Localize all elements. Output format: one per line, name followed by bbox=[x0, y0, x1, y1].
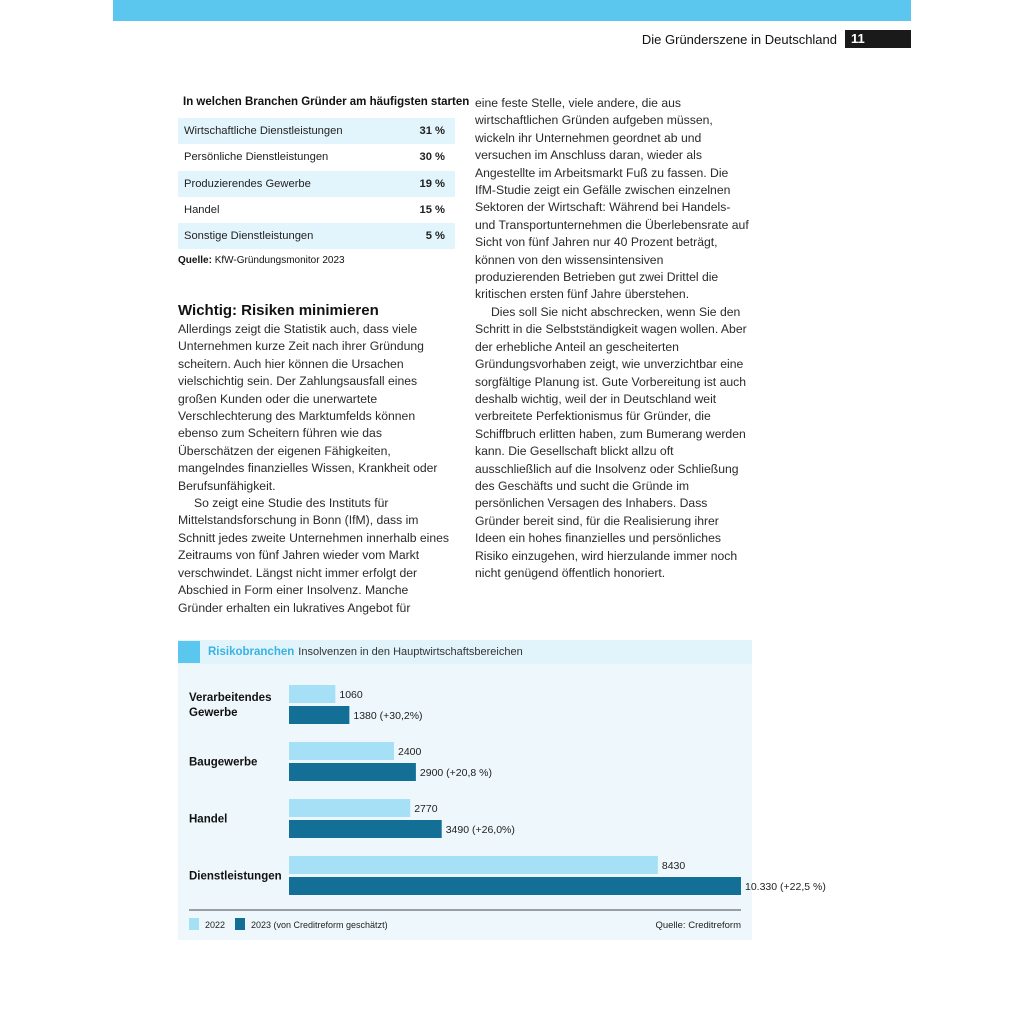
bar bbox=[289, 742, 394, 760]
row-label: Wirtschaftliche Dienstleistungen bbox=[184, 125, 343, 138]
page-number: 11 bbox=[845, 30, 911, 48]
right-text-column bbox=[475, 95, 751, 582]
left-paragraph-1: Allerdings zeigt die Statistik auch, dass viele Unternehmen kurze Zeit nach ihrer Gründung scheitern. Auch hier können die Ursachen vielschichtig sein. Der Zahlungsausfall eines großen Kunden oder die unerwartete Verschlechterung des Marktumfelds können ebenso zum Scheitern führen wie das Überschätzen der eigenen Fähigkeiten, mangelndes finanzielles Wissen, Krankheit oder Berufsunfähigkeit. bbox=[178, 322, 438, 493]
chart-subtitle: Insolvenzen in den Hauptwirtschaftsbereichen bbox=[298, 646, 523, 658]
table-source-text: KfW-Gründungsmonitor 2023 bbox=[214, 255, 345, 266]
chart-title: Risikobranchen bbox=[208, 646, 295, 658]
bar bbox=[289, 820, 442, 838]
chart-plot bbox=[178, 640, 826, 940]
bar-value-label: 10.330 (+22,5 %) bbox=[745, 881, 826, 893]
category-label: Handel bbox=[189, 813, 228, 826]
branchen-table-title: In welchen Branchen Gründer am häufigsten starten bbox=[183, 96, 470, 108]
row-value: 19 % bbox=[419, 177, 445, 190]
category-label: Verarbeitendes bbox=[189, 692, 272, 704]
legend-swatch bbox=[189, 918, 199, 930]
row-value: 31 % bbox=[419, 125, 445, 138]
bar-value-label: 2900 (+20,8 %) bbox=[419, 767, 492, 779]
row-value: 5 % bbox=[425, 230, 445, 243]
table-source-label: Quelle: bbox=[178, 255, 212, 266]
bar bbox=[289, 763, 416, 781]
table-row bbox=[178, 118, 455, 144]
category-label: Gewerbe bbox=[189, 707, 238, 719]
row-value: 30 % bbox=[419, 151, 445, 164]
row-label: Sonstige Dienstleistungen bbox=[184, 230, 314, 243]
bar-value-label: 1060 bbox=[339, 689, 363, 701]
right-paragraph-1: eine feste Stelle, viele andere, die aus wirtschaftlichen Gründen aufgeben müssen, wickeln ihr Unternehmen geordnet ab und versuchen im Anschluss daran, wieder als Angestellte im Arbeitsmarkt Fuß zu fassen. Die IfM-Studie zeigt ein Gefälle zwischen einzelnen Sektoren der Wirtschaft: Während bei Handels- und Transportunternehmen die Überlebensrate auf Sicht von fünf Jahren nur 40 Prozent beträgt, können von den wissensintensiven produzierenden Betrieben gut zwei Drittel die kritischen ersten fünf Jahre überstehen. bbox=[475, 96, 749, 302]
table-source bbox=[178, 255, 345, 266]
bar bbox=[289, 685, 335, 703]
row-label: Produzierendes Gewerbe bbox=[184, 177, 311, 190]
row-label: Persönliche Dienstleistungen bbox=[184, 151, 329, 164]
branchen-table bbox=[178, 118, 455, 249]
legend-label: 2023 (von Creditreform geschätzt) bbox=[251, 920, 388, 930]
bar-value-label: 8430 bbox=[661, 860, 686, 872]
bar bbox=[289, 799, 410, 817]
table-row bbox=[178, 197, 455, 223]
left-paragraph-2: So zeigt eine Studie des Instituts für Mittelstandsforschung in Bonn (IfM), dass im Schnitt jedes zweite Unternehmen innerhalb eines Zeitraums von fünf Jahren wieder vom Markt verschwindet. Längst nicht immer erfolgt der Abschied in Form einer Insolvenz. Manche Gründer erhalten ein lukratives Angebot für bbox=[178, 496, 449, 615]
left-text-column bbox=[178, 321, 453, 617]
bar-value-label: 2770 bbox=[414, 803, 438, 815]
bar bbox=[289, 856, 658, 874]
row-label: Handel bbox=[184, 204, 220, 217]
bar-value-label: 3490 (+26,0%) bbox=[445, 824, 515, 836]
table-row bbox=[178, 171, 455, 197]
table-row bbox=[178, 144, 455, 170]
bar-value-label: 2400 bbox=[398, 746, 422, 758]
running-header bbox=[642, 30, 911, 48]
row-value: 15 % bbox=[419, 204, 445, 217]
bar bbox=[289, 706, 349, 724]
legend-swatch bbox=[235, 918, 245, 930]
category-label: Baugewerbe bbox=[189, 756, 258, 769]
right-paragraph-2: Dies soll Sie nicht abschrecken, wenn Sie den Schritt in die Selbstständigkeit wagen wollen. Aber der erhebliche Anteil an gescheiterten Gründungsvorhaben zeigt, wie unverzichtbar eine sorgfältige Planung ist. Gute Vorbereitung ist auch deshalb wichtig, weil der in Deutschland weit verbreitete Perfektionismus für Gründer, die Schiffbruch erlitten haben, zum Bumerang werden kann. Die Gesellschaft blickt allzu oft ausschließlich auf die Insolvenz oder Schließung des Geschäfts und sucht die Gründe im persönlichen Versagen des Inhabers. Dass Gründer bereit sind, für die Realisierung ihrer Ideen ein hohes finanzielles und persönliches Risiko einzugehen, wird hierzulande immer noch nicht genügend öffentlich honoriert. bbox=[475, 304, 747, 580]
risk-chart bbox=[178, 640, 826, 940]
section-heading: Wichtig: Risiken minimieren bbox=[178, 302, 379, 319]
bar-value-label: 1380 (+30,2%) bbox=[353, 710, 423, 722]
bar bbox=[289, 877, 741, 895]
top-color-bar bbox=[113, 0, 911, 21]
chart-source: Quelle: Creditreform bbox=[655, 920, 741, 931]
running-title: Die Gründerszene in Deutschland bbox=[641, 31, 837, 47]
category-label: Dienstleistungen bbox=[189, 870, 282, 883]
table-row bbox=[178, 223, 455, 249]
legend-label: 2022 bbox=[205, 920, 226, 930]
